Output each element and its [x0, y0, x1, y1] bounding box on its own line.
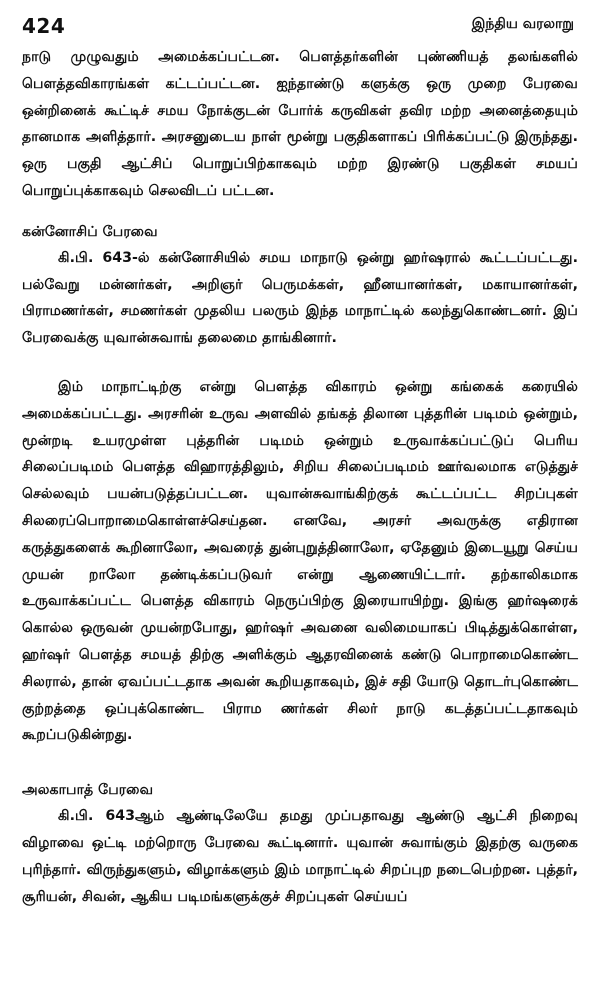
- paragraph-1: நாடு முழுவதும் அமைக்கப்பட்டன. பௌத்தர்களின் புண்ணியத் தலங்களில் பௌத்தவிகாரங்கள் கட்டப்பட்டன. ஐந்தாண்டு களுக்கு ஒரு முறை பேரவை ஒன்றினைக் கூட்டிச் சமய நோக்குடன் போர்க் கருவிகள் தவிர மற்ற அனைத்தையும் தானமாக அளித்தார். அரசனுடைய நாள் மூன்று பகுதிகளாகப் பிரிக்கப்பட்டு இருந்தது. ஒரு பகுதி ஆட்சிப் பொறுப்பிற்காகவும் மற்ற இரண்டு பகுதிகள் சமயப் பொறுப்புக்காகவும் செலவிடப் பட்டன.: [22, 49, 578, 199]
- section-heading-allahabad-assembly: அலகாபாத் பேரவை: [22, 782, 154, 799]
- paragraph-2: கி.பி. 643-ல் கன்னோசியில் சமய மாநாடு ஒன்று ஹர்ஷரால் கூட்டப்பட்டது. பல்வேறு மன்னர்கள், அறிஞர் பெருமக்கள், ஹீனயானர்கள், மகாயானர்கள், பிராமணர்கள், சமணர்கள் முதலிய பலரும் இந்த மாநாட்டில் கலந்துகொண்டனர். இப் பேரவைக்கு யுவான்சுவாங் தலைமை தாங்கினார்.: [22, 249, 578, 347]
- paragraph-3: இம் மாநாட்டிற்கு என்று பௌத்த விகாரம் ஒன்று கங்கைக் கரையில் அமைக்கப்பட்டது. அரசரின் உருவ அளவில் தங்கத் திலான புத்தரின் படிமம் ஒன்றும், மூன்றடி உயரமுள்ள புத்தரின் படிமம் ஒன்றும் உருவாக்கப்பட்டுப் பெரிய சிலைப்படிமம் பௌத்த விஹாரத்திலும், சிறிய சிலைப்படிமம் ஊர்வலமாக எடுத்துச் செல்லவும் பயன்படுத்தப்பட்டன. யுவான்சுவாங்கிற்குக் கூட்டப்பட்ட சிறப்புகள் சிலரைப்பொறாமைகொள்ளச்செய்தன. எனவே, அரசர் அவருக்கு எதிரான கருத்துகளைக் கூறினாலோ, அவரைத் துன்புறுத்தினாலோ, ஏதேனும் இடையூறு செய்ய முயன் றாலோ தண்டிக்கப்படுவர் என்று ஆணையிட்டார். தற்காலிகமாக உருவாக்கப்பட்ட பௌத்த விகாரம் நெருப்பிற்கு இரையாயிற்று. இங்கு ஹர்ஷரைக் கொல்ல ஒருவன் முயன்றபோது, ஹர்ஷர் அவனை வலிமையாகப் பிடித்துக்கொள்ள, ஹர்ஷர் பௌத்த சமயத் திற்கு அளிக்கும் ஆதரவினைக் கண்டு பொறாமைகொண்ட சிலரால், தான் ஏவப்பட்டதாக அவன் கூறியதாகவும், இச் சதி யோடு தொடர்புகொண்ட குற்றத்தை ஒப்புக்கொண்ட பிராம ணர்கள் சிலர் நாடு கடத்தப்பட்டதாகவும் கூறப்படுகின்றது.: [22, 378, 578, 744]
- section-heading-kannauj-assembly: கன்னோசிப் பேரவை: [22, 223, 158, 240]
- page-number: 424: [22, 14, 66, 38]
- page-header: [22, 14, 578, 44]
- running-head: இந்திய வரலாறு: [471, 16, 574, 32]
- paragraph-4: கி.பி. 643ஆம் ஆண்டிலேயே தமது முப்பதாவது ஆண்டு ஆட்சி நிறைவு விழாவை ஒட்டி மற்றொரு பேரவை கூட்டினார். யுவான் சுவாங்கும் இதற்கு வருகை புரிந்தார். விருந்துகளும், விழாக்களும் இம் மாநாட்டில் சிறப்புற நடைபெற்றன. புத்தர், சூரியன், சிவன், ஆகிய படிமங்களுக்குச் சிறப்புகள் செய்யப்: [22, 808, 578, 905]
